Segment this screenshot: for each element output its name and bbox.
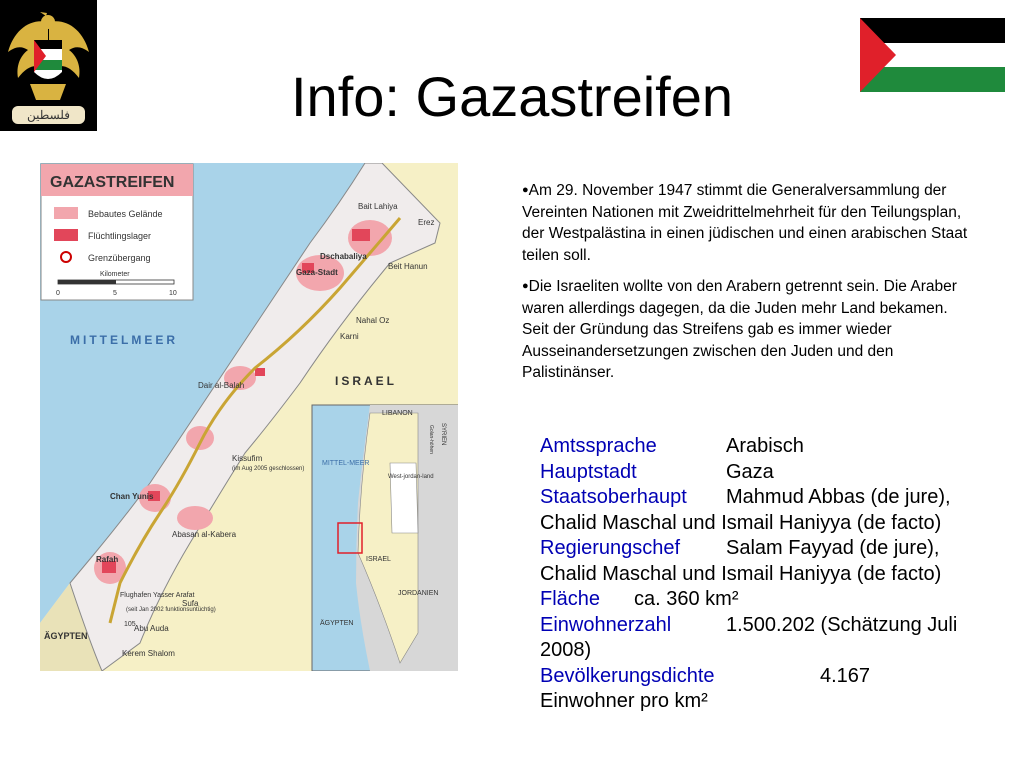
place-abu-auda: Abu Auda bbox=[134, 624, 169, 633]
fact-row: Bevölkerungsdichte 4.167 Einwohner pro km² bbox=[540, 664, 871, 712]
place-kissufim-note: (im Aug 2005 geschlossen) bbox=[232, 466, 305, 472]
place-airport-note: (seit Jan 2002 funktionsuntüchtig) bbox=[126, 607, 216, 613]
gaza-strip-map bbox=[40, 163, 458, 671]
place-chan-yunis: Chan Yunis bbox=[110, 492, 154, 501]
fact-row: Einwohnerzahl 1.500.202 (Schätzung Juli 2008) bbox=[540, 613, 958, 661]
place-dair-al-balah: Dair al-Balah bbox=[198, 381, 245, 390]
israel-label: ISRAEL bbox=[335, 374, 398, 388]
egypt-label: ÄGYPTEN bbox=[44, 631, 88, 641]
inset-map bbox=[312, 405, 458, 671]
emblem-caption: فلسطين bbox=[26, 108, 70, 122]
legend-crossing: Grenzübergang bbox=[88, 253, 151, 263]
fact-row: Hauptstadt Gaza bbox=[540, 460, 774, 483]
place-dschabaliya: Dschabaliya bbox=[320, 252, 367, 261]
page-title: Info: Gazastreifen bbox=[290, 65, 733, 128]
place-erez: Erez bbox=[418, 218, 435, 227]
map-title: GAZASTREIFEN bbox=[50, 174, 175, 191]
scale-tick-0: 0 bbox=[56, 290, 60, 297]
inset-egypt: ÄGYPTEN bbox=[320, 620, 354, 627]
place-bait-lahiya: Bait Lahiya bbox=[358, 202, 398, 211]
fact-row: Staatsoberhaupt Mahmud Abbas (de jure), Chalid Maschal und Ismail Haniyya (de facto) bbox=[540, 486, 951, 534]
fact-row: Amtssprache Arabisch bbox=[540, 435, 804, 457]
place-nahal-oz: Nahal Oz bbox=[356, 316, 390, 325]
place-rafah: Rafah bbox=[96, 555, 119, 564]
bullet-list bbox=[522, 180, 977, 394]
inset-sea: MITTEL-MEER bbox=[322, 460, 370, 467]
facts-list bbox=[540, 434, 960, 715]
inset-jordan: JORDANIEN bbox=[398, 590, 439, 597]
scale-tick-5: 5 bbox=[113, 290, 117, 297]
legend-camp: Flüchtlingslager bbox=[88, 231, 152, 241]
scale-tick-10: 10 bbox=[169, 290, 177, 297]
inset-lebanon: LIBANON bbox=[382, 410, 413, 417]
place-abasan: Abasan al-Kabera bbox=[172, 530, 237, 539]
fact-row: Regierungschef Salam Fayyad (de jure), Chalid Maschal und Ismail Haniyya (de facto) bbox=[540, 537, 942, 585]
inset-israel: ISRAEL bbox=[366, 556, 391, 563]
bullet-item: ●Am 29. November 1947 stimmt die Generalversammlung der Vereinten Nationen mit Zweidrittelmehrheit für den Teilungsplan, der Westpalästina in einen jüdischen und einen arabischen Staat teilen soll. bbox=[522, 182, 968, 264]
bullet-item: ●Die Israeliten wollte von den Arabern getrennt sein. Die Araber waren allerdings dagegen, da die Juden mehr Land bekamen. Seit der Gründung das Streifens gab es immer wieder Ausseinandersetzungen zwischen den Juden und den Palistinänser. bbox=[522, 278, 957, 381]
place-kissufim: Kissufim bbox=[232, 454, 263, 463]
legend-built: Bebautes Gelände bbox=[88, 209, 163, 219]
fact-row: Fläche ca. 360 km² bbox=[540, 588, 739, 610]
place-airport: Flughafen Yasser Arafat bbox=[120, 592, 195, 599]
sea-label: MITTELMEER bbox=[70, 333, 178, 347]
place-karni: Karni bbox=[340, 332, 359, 341]
place-beit-hanun: Beit Hanun bbox=[388, 262, 428, 271]
scale-label: Kilometer bbox=[100, 271, 130, 278]
place-gaza-stadt: Gaza-Stadt bbox=[296, 268, 338, 277]
place-sufa: Sufa bbox=[182, 599, 199, 608]
inset-golan: Golan-höhen bbox=[428, 425, 434, 454]
inset-westbank: West-jordan-land bbox=[388, 474, 434, 480]
inset-syria: SYRIEN bbox=[440, 423, 446, 446]
place-kerem-shalom: Kerem Shalom bbox=[122, 649, 175, 658]
road-label: 105 bbox=[124, 621, 136, 628]
